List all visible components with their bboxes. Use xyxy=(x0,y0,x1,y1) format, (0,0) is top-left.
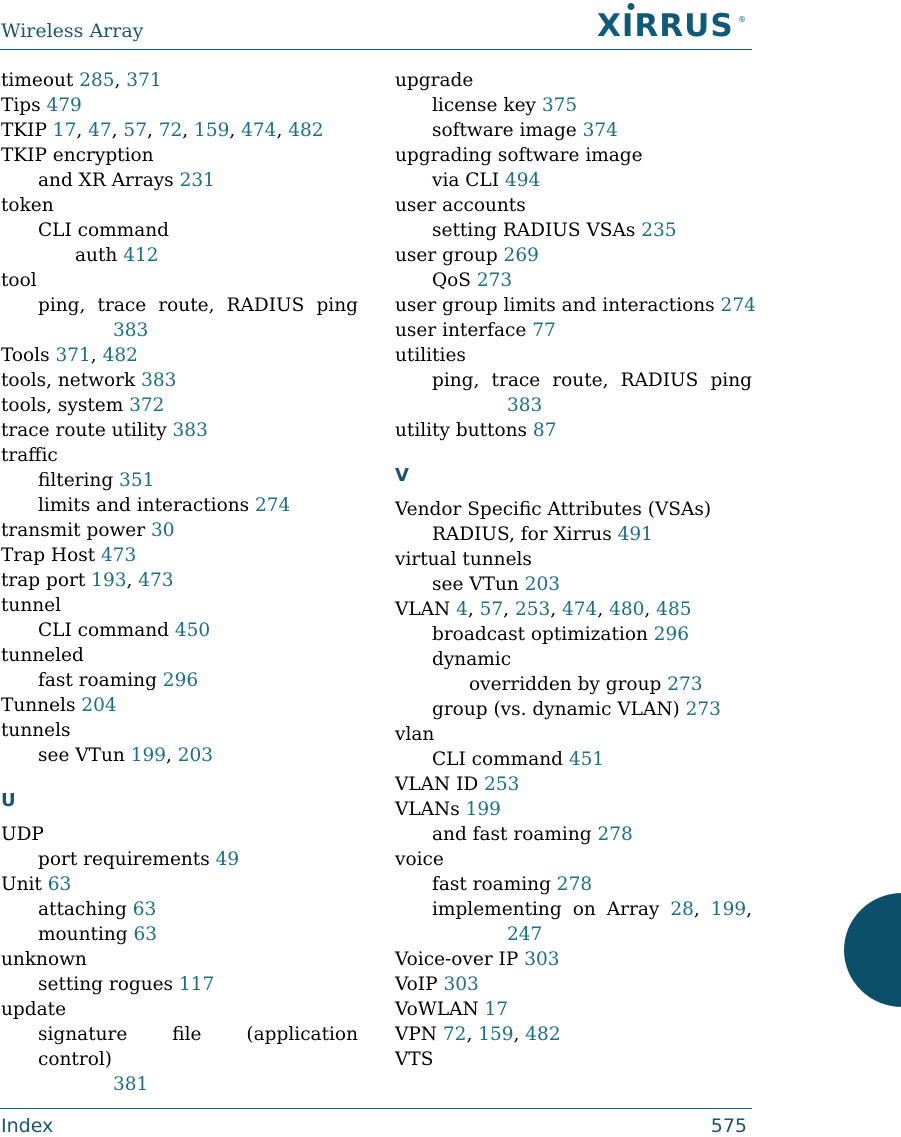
page-link[interactable]: 371 xyxy=(55,345,91,366)
index-entry xyxy=(395,572,752,597)
page-link[interactable]: 273 xyxy=(667,674,703,695)
index-entry xyxy=(1,468,358,493)
index-entry: trap port 193, 473 xyxy=(1,570,174,591)
index-entry xyxy=(395,822,752,847)
index-term: QoS xyxy=(432,270,477,291)
index-entry-continuation xyxy=(395,393,752,418)
index-entry xyxy=(1,922,358,947)
page-link[interactable]: 372 xyxy=(129,395,165,416)
index-term: upgrade xyxy=(395,70,474,91)
page-link[interactable]: 473 xyxy=(138,570,174,591)
index-entry xyxy=(1,897,358,922)
index-term: auth xyxy=(75,245,124,266)
index-term: Vendor Specific Attributes (VSAs) xyxy=(395,499,712,520)
page-link[interactable]: 383 xyxy=(507,395,543,416)
index-term: tool xyxy=(1,270,37,291)
index-term: RADIUS, for Xirrus xyxy=(432,524,618,545)
index-entry xyxy=(1,93,358,118)
index-entry xyxy=(1,822,358,847)
index-entry xyxy=(1,543,358,568)
index-term: overridden by group xyxy=(469,674,668,695)
index-term: Voice-over IP xyxy=(395,949,525,970)
index-term: ping, trace route, RADIUS ping xyxy=(432,370,752,391)
index-term: setting RADIUS VSAs xyxy=(432,220,642,241)
page-link[interactable]: 274 xyxy=(255,495,291,516)
index-entry xyxy=(395,547,752,572)
index-term: VLANs xyxy=(395,799,466,820)
index-term: implementing on Array xyxy=(432,899,671,920)
footer-section-label: Index xyxy=(1,1115,54,1137)
index-term: VoWLAN xyxy=(395,999,485,1020)
page-link[interactable]: 285 xyxy=(79,70,115,91)
index-term: fast roaming xyxy=(432,874,557,895)
page-link[interactable]: 412 xyxy=(123,245,159,266)
index-entry xyxy=(395,747,752,772)
index-entry xyxy=(395,697,752,722)
page-link[interactable]: 204 xyxy=(81,695,117,716)
index-term: limits and interactions xyxy=(38,495,255,516)
index-term: transmit power xyxy=(1,520,151,541)
index-term: Trap Host xyxy=(1,545,102,566)
page-link[interactable]: 278 xyxy=(597,824,633,845)
page-link[interactable]: 231 xyxy=(179,170,215,191)
index-entry xyxy=(395,797,752,822)
page-link[interactable]: 351 xyxy=(119,470,155,491)
index-entry xyxy=(395,268,752,293)
index-entry xyxy=(1,847,358,872)
page-link[interactable]: 203 xyxy=(177,745,214,766)
index-entry xyxy=(395,997,752,1022)
page-link[interactable]: 199 xyxy=(465,799,501,820)
index-term: user group limits and interactions xyxy=(395,295,721,316)
page-link[interactable]: 482 xyxy=(288,120,324,141)
index-term: vlan xyxy=(395,724,435,745)
page-link[interactable]: 72 xyxy=(442,1024,467,1045)
index-entry xyxy=(1,718,358,743)
page-link[interactable]: 235 xyxy=(641,220,677,241)
index-entry xyxy=(395,772,752,797)
index-term: timeout xyxy=(1,70,80,91)
page-link[interactable]: 296 xyxy=(653,624,690,645)
page-link[interactable]: 278 xyxy=(556,874,593,895)
index-term: utilities xyxy=(395,345,466,366)
index-entry xyxy=(395,193,752,218)
section-letter-v: V xyxy=(395,465,409,486)
index-entry xyxy=(395,93,752,118)
index-term: VPN xyxy=(395,1024,443,1045)
index-entry xyxy=(1,418,358,443)
index-term: and fast roaming xyxy=(432,824,598,845)
index-term: utility buttons xyxy=(395,420,533,441)
footer-rule xyxy=(0,1108,752,1109)
index-entry xyxy=(1,997,358,1022)
index-entry xyxy=(1,872,358,897)
index-column-left xyxy=(1,68,358,1097)
index-entry xyxy=(395,368,752,393)
index-entry xyxy=(1,493,358,518)
page-link[interactable]: 371 xyxy=(126,70,162,91)
index-column-right xyxy=(395,68,756,1072)
index-entry xyxy=(1,268,358,293)
page-link[interactable]: 63 xyxy=(132,899,157,920)
page-link[interactable]: 203 xyxy=(524,574,560,595)
index-entry xyxy=(395,168,752,193)
page-link[interactable]: 87 xyxy=(532,420,557,441)
index-term: token xyxy=(1,195,54,216)
page-link[interactable]: 274 xyxy=(720,295,756,316)
index-entry xyxy=(395,672,752,697)
page-link[interactable]: 303 xyxy=(443,974,479,995)
index-entry xyxy=(1,693,358,718)
index-entry xyxy=(395,218,752,243)
index-term: unknown xyxy=(1,949,87,970)
index-entry xyxy=(395,497,752,522)
index-term: via CLI xyxy=(432,170,505,191)
index-term: user accounts xyxy=(395,195,526,216)
index-entry: implementing on Array 28, 199, xyxy=(432,899,752,920)
index-entry xyxy=(395,1047,752,1072)
section-letter-u: U xyxy=(1,790,16,811)
page-link[interactable]: 451 xyxy=(568,749,605,770)
page-link[interactable]: 303 xyxy=(524,949,560,970)
page-link[interactable]: 383 xyxy=(141,370,177,391)
index-entry xyxy=(395,647,752,672)
page-number: 575 xyxy=(710,1115,747,1137)
index-term: TKIP encryption xyxy=(1,145,154,166)
index-entry xyxy=(1,143,358,168)
index-term: see VTun xyxy=(432,574,525,595)
index-entry: Tools 371, 482 xyxy=(1,345,138,366)
page-link[interactable]: 57 xyxy=(123,120,147,141)
page-link[interactable]: 247 xyxy=(507,924,543,945)
page-link[interactable]: 491 xyxy=(617,524,653,545)
index-term: software image xyxy=(432,120,583,141)
page-link[interactable]: 482 xyxy=(525,1024,561,1045)
index-entry-continuation xyxy=(1,318,358,343)
index-term: see VTun xyxy=(38,745,131,766)
page-link[interactable]: 159 xyxy=(194,120,230,141)
index-entry xyxy=(1,243,358,268)
page-link[interactable]: 273 xyxy=(685,699,721,720)
page-link[interactable]: 199 xyxy=(130,745,166,766)
index-entry xyxy=(1,293,358,318)
page-link[interactable]: 479 xyxy=(46,95,82,116)
index-term: TKIP xyxy=(1,120,53,141)
index-entry xyxy=(1,668,358,693)
svg-text:®: ® xyxy=(738,15,746,24)
index-term: fast roaming xyxy=(38,670,163,691)
page-link[interactable]: 30 xyxy=(150,520,175,541)
page-link[interactable]: 480 xyxy=(609,599,645,620)
page-link[interactable]: 63 xyxy=(47,874,72,895)
index-entry: VPN 72, 159, 482 xyxy=(395,1024,561,1045)
page-link[interactable]: 72 xyxy=(158,120,183,141)
page-link[interactable]: 17 xyxy=(484,999,509,1020)
page-link[interactable]: 28 xyxy=(670,899,694,920)
page-link[interactable]: 49 xyxy=(215,849,240,870)
index-term: trap port xyxy=(1,570,92,591)
page-link[interactable]: 383 xyxy=(113,320,149,341)
index-term: setting rogues xyxy=(38,974,179,995)
page-link[interactable]: 117 xyxy=(178,974,215,995)
index-term: trace route utility xyxy=(1,420,173,441)
index-entry xyxy=(395,143,752,168)
index-entry xyxy=(395,622,752,647)
page-link[interactable]: 381 xyxy=(113,1074,149,1095)
index-term: filtering xyxy=(38,470,120,491)
index-term: dynamic xyxy=(432,649,512,670)
index-term: upgrading software image xyxy=(395,145,643,166)
index-term: Tips xyxy=(1,95,47,116)
index-term: voice xyxy=(395,849,444,870)
index-entry xyxy=(395,68,752,93)
index-entry xyxy=(1,393,358,418)
index-entry-continuation xyxy=(395,922,752,947)
index-term: UDP xyxy=(1,824,44,845)
index-term: tunneled xyxy=(1,645,84,666)
page-link[interactable]: 253 xyxy=(514,599,551,620)
page-link[interactable]: 494 xyxy=(504,170,541,191)
index-entry xyxy=(395,522,752,547)
page-link[interactable]: 269 xyxy=(503,245,539,266)
index-term: license key xyxy=(432,95,542,116)
index-entry xyxy=(395,972,752,997)
page-link[interactable]: 474 xyxy=(562,599,598,620)
page-link[interactable]: 4 xyxy=(456,599,468,620)
page-link[interactable]: 199 xyxy=(710,899,747,920)
index-term: tunnels xyxy=(1,720,71,741)
index-entry: TKIP 17, 47, 57, 72, 159, 474, 482 xyxy=(1,120,324,141)
index-term: VLAN xyxy=(395,599,457,620)
logo-wordmark: XIRRUS xyxy=(597,8,734,42)
index-term: CLI command xyxy=(38,220,169,241)
index-term: update xyxy=(1,999,67,1020)
index-term: Tunnels xyxy=(1,695,82,716)
page-link[interactable]: 57 xyxy=(479,599,504,620)
index-entry xyxy=(395,118,752,143)
page-link[interactable]: 473 xyxy=(101,545,137,566)
index-entry: timeout 285, 371 xyxy=(1,70,162,91)
index-entry xyxy=(395,847,752,872)
index-entry xyxy=(1,947,358,972)
index-term: virtual tunnels xyxy=(395,549,532,570)
index-term: attaching xyxy=(38,899,133,920)
index-entry xyxy=(395,722,752,747)
index-term: group (vs. dynamic VLAN) xyxy=(432,699,686,720)
index-entry: see VTun 199, 203 xyxy=(38,745,214,766)
index-term: CLI command xyxy=(432,749,569,770)
page-link[interactable]: 450 xyxy=(174,620,211,641)
page-link[interactable]: 474 xyxy=(241,120,277,141)
index-entry xyxy=(1,193,358,218)
index-term: broadcast optimization xyxy=(432,624,654,645)
page-link[interactable]: 77 xyxy=(532,320,556,341)
page-link[interactable]: 374 xyxy=(582,120,618,141)
header-rule xyxy=(0,49,752,50)
index-term: VoIP xyxy=(395,974,444,995)
page-link[interactable]: 383 xyxy=(172,420,208,441)
page-link[interactable]: 47 xyxy=(88,120,112,141)
page-link[interactable]: 273 xyxy=(476,270,513,291)
index-term: and XR Arrays xyxy=(38,170,180,191)
index-term: Unit xyxy=(1,874,48,895)
index-entry-continuation xyxy=(1,1072,358,1097)
index-term: traffic xyxy=(1,445,58,466)
index-term: VLAN ID xyxy=(395,774,485,795)
index-term: user group xyxy=(395,245,504,266)
page-link[interactable]: 159 xyxy=(478,1024,514,1045)
page-link[interactable]: 296 xyxy=(162,670,199,691)
index-entry xyxy=(395,418,752,443)
page-link[interactable]: 193 xyxy=(91,570,127,591)
index-entry xyxy=(1,518,358,543)
page-link[interactable]: 253 xyxy=(484,774,520,795)
index-term: VTS xyxy=(395,1049,434,1070)
index-entry xyxy=(1,593,358,618)
xirrus-logo xyxy=(597,2,749,42)
index-term: port requirements xyxy=(38,849,216,870)
index-term: tunnel xyxy=(1,595,62,616)
index-entry xyxy=(395,318,752,343)
page-link[interactable]: 375 xyxy=(541,95,578,116)
index-term: tools, network xyxy=(1,370,142,391)
index-entry xyxy=(1,618,358,643)
running-header-title: Wireless Array xyxy=(1,20,144,42)
index-entry xyxy=(395,872,752,897)
index-term: Tools xyxy=(1,345,56,366)
index-term: user interface xyxy=(395,320,533,341)
index-entry xyxy=(395,243,752,268)
index-term: CLI command xyxy=(38,620,175,641)
index-entry xyxy=(395,343,752,368)
index-entry xyxy=(1,368,358,393)
index-entry xyxy=(1,643,358,668)
index-entry xyxy=(1,1022,358,1072)
page-link[interactable]: 485 xyxy=(656,599,692,620)
index-entry xyxy=(1,168,358,193)
page-link[interactable]: 63 xyxy=(133,924,158,945)
index-entry xyxy=(1,972,358,997)
index-term: ping, trace route, RADIUS ping xyxy=(38,295,358,316)
index-entry xyxy=(1,218,358,243)
index-entry xyxy=(1,443,358,468)
index-entry: VLAN 4, 57, 253, 474, 480, 485 xyxy=(395,599,692,620)
index-thumb-tab xyxy=(844,893,901,1007)
index-term: tools, system xyxy=(1,395,130,416)
page-link[interactable]: 17 xyxy=(52,120,77,141)
page-link[interactable]: 482 xyxy=(102,345,138,366)
index-entry xyxy=(395,293,756,318)
index-term: mounting xyxy=(38,924,134,945)
index-entry xyxy=(395,947,752,972)
index-term: signature file (application control) xyxy=(38,1024,358,1070)
